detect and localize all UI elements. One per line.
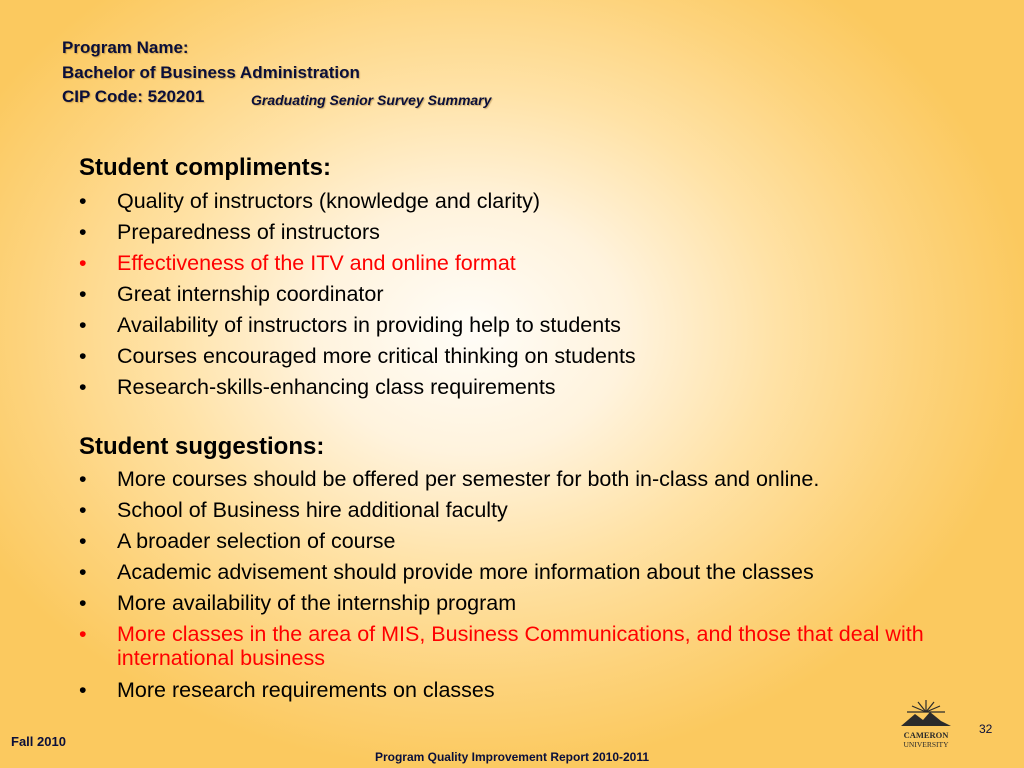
bullet-icon: •	[79, 282, 87, 306]
suggestions-list	[79, 467, 979, 709]
list-item	[79, 529, 979, 560]
list-item	[79, 344, 979, 375]
list-item-text: Research-skills-enhancing class requirements	[117, 375, 556, 399]
cip-code: CIP Code: 520201	[62, 87, 205, 106]
bullet-icon: •	[79, 189, 87, 213]
bullet-icon: •	[79, 467, 87, 491]
list-item	[79, 591, 979, 622]
program-name-label: Program Name:	[62, 38, 189, 57]
term-label: Fall 2010	[11, 734, 66, 749]
bullet-icon: •	[79, 313, 87, 337]
sun-mountain-icon	[893, 698, 959, 750]
bullet-icon: •	[79, 220, 87, 244]
list-item-text: More research requirements on classes	[117, 678, 495, 702]
logo-text-1: CAMERON	[903, 730, 949, 740]
list-item-text: More availability of the internship program	[117, 591, 517, 615]
program-name: Bachelor of Business Administration	[62, 63, 360, 82]
list-item	[79, 251, 979, 282]
bullet-icon: •	[79, 591, 87, 615]
list-item	[79, 282, 979, 313]
list-item-text: School of Business hire additional faculty	[117, 498, 508, 522]
compliments-list	[79, 189, 979, 406]
list-item-text: Effectiveness of the ITV and online format	[117, 251, 516, 275]
list-item	[79, 678, 979, 709]
list-item-text: More classes in the area of MIS, Business Communications, and those that deal with international business	[117, 622, 924, 670]
list-item	[79, 313, 979, 344]
compliments-heading: Student compliments:	[79, 154, 332, 181]
list-item-text: Preparedness of instructors	[117, 220, 380, 244]
bullet-icon: •	[79, 498, 87, 522]
bullet-icon: •	[79, 622, 87, 646]
list-item-text: More courses should be offered per semester for both in-class and online.	[117, 467, 820, 491]
list-item	[79, 622, 979, 678]
bullet-icon: •	[79, 251, 87, 275]
logo-text-2: UNIVERSITY	[903, 740, 949, 749]
bullet-icon: •	[79, 529, 87, 553]
list-item-text: Availability of instructors in providing help to students	[117, 313, 621, 337]
slide-subtitle: Graduating Senior Survey Summary	[251, 92, 492, 108]
list-item	[79, 375, 979, 406]
list-item	[79, 189, 979, 220]
list-item	[79, 560, 979, 591]
list-item-text: Academic advisement should provide more information about the classes	[117, 560, 814, 584]
cameron-university-logo	[893, 698, 959, 750]
bullet-icon: •	[79, 375, 87, 399]
list-item-text: Great internship coordinator	[117, 282, 384, 306]
suggestions-heading: Student suggestions:	[79, 433, 325, 460]
list-item	[79, 498, 979, 529]
report-title-footer: Program Quality Improvement Report 2010-2011	[374, 750, 650, 764]
page-number: 32	[979, 722, 993, 736]
bullet-icon: •	[79, 560, 87, 584]
list-item-text: Quality of instructors (knowledge and clarity)	[117, 189, 541, 213]
list-item	[79, 467, 979, 498]
list-item-text: Courses encouraged more critical thinking on students	[117, 344, 636, 368]
list-item-text: A broader selection of course	[117, 529, 396, 553]
bullet-icon: •	[79, 678, 87, 702]
bullet-icon: •	[79, 344, 87, 368]
list-item	[79, 220, 979, 251]
